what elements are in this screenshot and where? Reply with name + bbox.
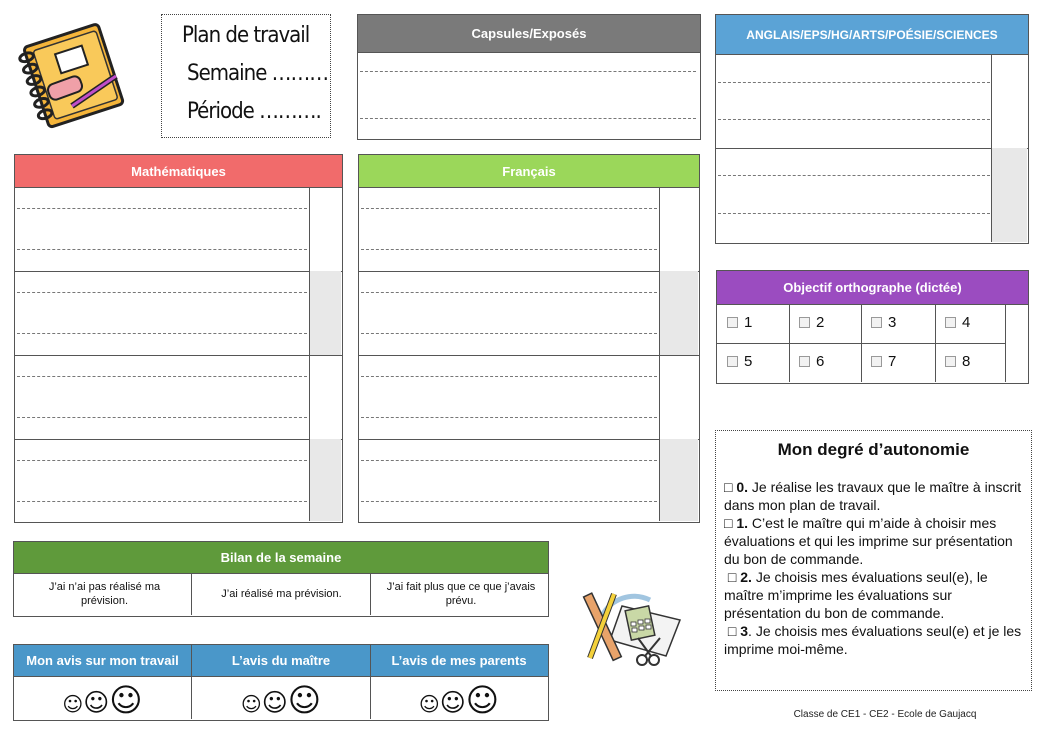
capsules-title: Capsules/Exposés [471, 26, 587, 41]
bilan-header [14, 542, 548, 573]
orthographe-item-1[interactable] [727, 314, 752, 331]
avis-box [13, 644, 549, 721]
autonomie-title: Mon degré d’autonomie [777, 440, 970, 459]
francais-header [359, 155, 699, 187]
checkbox-icon[interactable] [871, 317, 882, 328]
autonomie-list [724, 478, 1029, 658]
francais-title: Français [502, 163, 556, 179]
plan-periode: Période ………. [187, 99, 321, 124]
checkbox-icon[interactable] [727, 356, 738, 367]
orthographe-item-label: 5 [744, 353, 753, 370]
checkbox-icon[interactable]: □ [724, 515, 737, 531]
orthographe-item-label: 1 [744, 314, 753, 331]
anglais-header [716, 15, 1028, 54]
capsules-header [358, 15, 700, 52]
checkbox-icon[interactable] [871, 356, 882, 367]
autonomie-item-2: □ 2. Je choisis mes évaluations seul(e), le maître m’imprime les évaluations sur présentation du bon de commande. [724, 569, 988, 621]
orthographe-item-label: 3 [888, 314, 897, 331]
plan-box [161, 14, 331, 138]
smiley-medium-icon: ☺ [439, 688, 466, 717]
orthographe-box [716, 270, 1029, 384]
autonomie-item-0: □ 0. Je réalise les travaux que le maître à inscrit dans mon plan de travail. [724, 479, 1022, 513]
smiley-small-icon: ☺ [62, 692, 84, 716]
smiley-icon-group-0[interactable] [14, 683, 191, 723]
checkbox-icon[interactable]: □ [724, 479, 737, 495]
smiley-medium-icon: ☺ [261, 688, 288, 717]
orthographe-item-7[interactable] [871, 353, 896, 370]
maths-header [15, 155, 342, 187]
orthographe-item-5[interactable] [727, 353, 752, 370]
orthographe-header [717, 271, 1028, 304]
orthographe-item-label: 2 [816, 314, 825, 331]
bilan-title: Bilan de la semaine [220, 550, 342, 565]
bilan-cell-1[interactable]: J’ai réalisé ma prévision. [221, 588, 342, 600]
autonomie-item-1: □ 1. C’est le maître qui m’aide à choisir mes évaluations et qui les imprime sur présentation du bon de commande. [724, 515, 1013, 567]
plan-semaine: Semaine ……… [187, 61, 329, 86]
avis-header-0: Mon avis sur mon travail [26, 653, 179, 668]
orthographe-item-label: 4 [962, 314, 971, 331]
avis-header-1: L’avis du maître [231, 653, 331, 668]
maths-box [14, 154, 343, 523]
notebook-icon [12, 14, 132, 132]
anglais-box [715, 14, 1029, 244]
orthographe-item-6[interactable] [799, 353, 824, 370]
orthographe-item-2[interactable] [799, 314, 824, 331]
maths-title: Mathématiques [131, 163, 226, 179]
checkbox-icon[interactable] [945, 356, 956, 367]
orthographe-item-label: 6 [816, 353, 825, 370]
capsules-box [357, 14, 701, 140]
bilan-cell-2[interactable]: J’ai fait plus que ce que j’avais prévu. [386, 581, 536, 607]
smiley-medium-icon: ☺ [83, 688, 110, 717]
francais-box [358, 154, 700, 523]
bilan-box [13, 541, 549, 617]
smiley-large-icon: ☺ [465, 681, 500, 719]
smiley-icon-group-1[interactable] [192, 683, 370, 723]
checkbox-icon[interactable] [799, 356, 810, 367]
plan-title: Plan de travail [182, 23, 310, 48]
orthographe-item-3[interactable] [871, 314, 896, 331]
orthographe-item-4[interactable] [945, 314, 970, 331]
smiley-large-icon: ☺ [109, 681, 143, 719]
smiley-large-icon: ☺ [287, 681, 322, 719]
anglais-title: ANGLAIS/EPS/HG/ARTS/POÉSIE/SCIENCES [746, 27, 998, 42]
autonomie-box [715, 430, 1032, 691]
smiley-small-icon: ☺ [418, 692, 440, 716]
checkbox-icon[interactable]: □ [727, 623, 741, 639]
orthographe-item-8[interactable] [945, 353, 970, 370]
checkbox-icon[interactable]: □ [727, 569, 741, 585]
checkbox-icon[interactable] [945, 317, 956, 328]
checkbox-icon[interactable] [799, 317, 810, 328]
smiley-icon-group-2[interactable] [371, 683, 547, 723]
smiley-small-icon: ☺ [240, 692, 262, 716]
orthographe-title: Objectif orthographe (dictée) [783, 280, 962, 295]
autonomie-item-3: □ 3. Je choisis mes évaluations seul(e) et je les imprime moi-même. [724, 623, 1022, 657]
orthographe-item-label: 7 [888, 353, 897, 370]
school-tools-icon [580, 586, 692, 672]
bilan-cell-0[interactable]: J’ai n’ai pas réalisé ma prévision. [48, 581, 161, 607]
checkbox-icon[interactable] [727, 317, 738, 328]
orthographe-item-label: 8 [962, 353, 971, 370]
footer-text: Classe de CE1 - CE2 - Ecole de Gaujacq [793, 709, 977, 720]
avis-header-2: L’avis de mes parents [391, 653, 527, 668]
